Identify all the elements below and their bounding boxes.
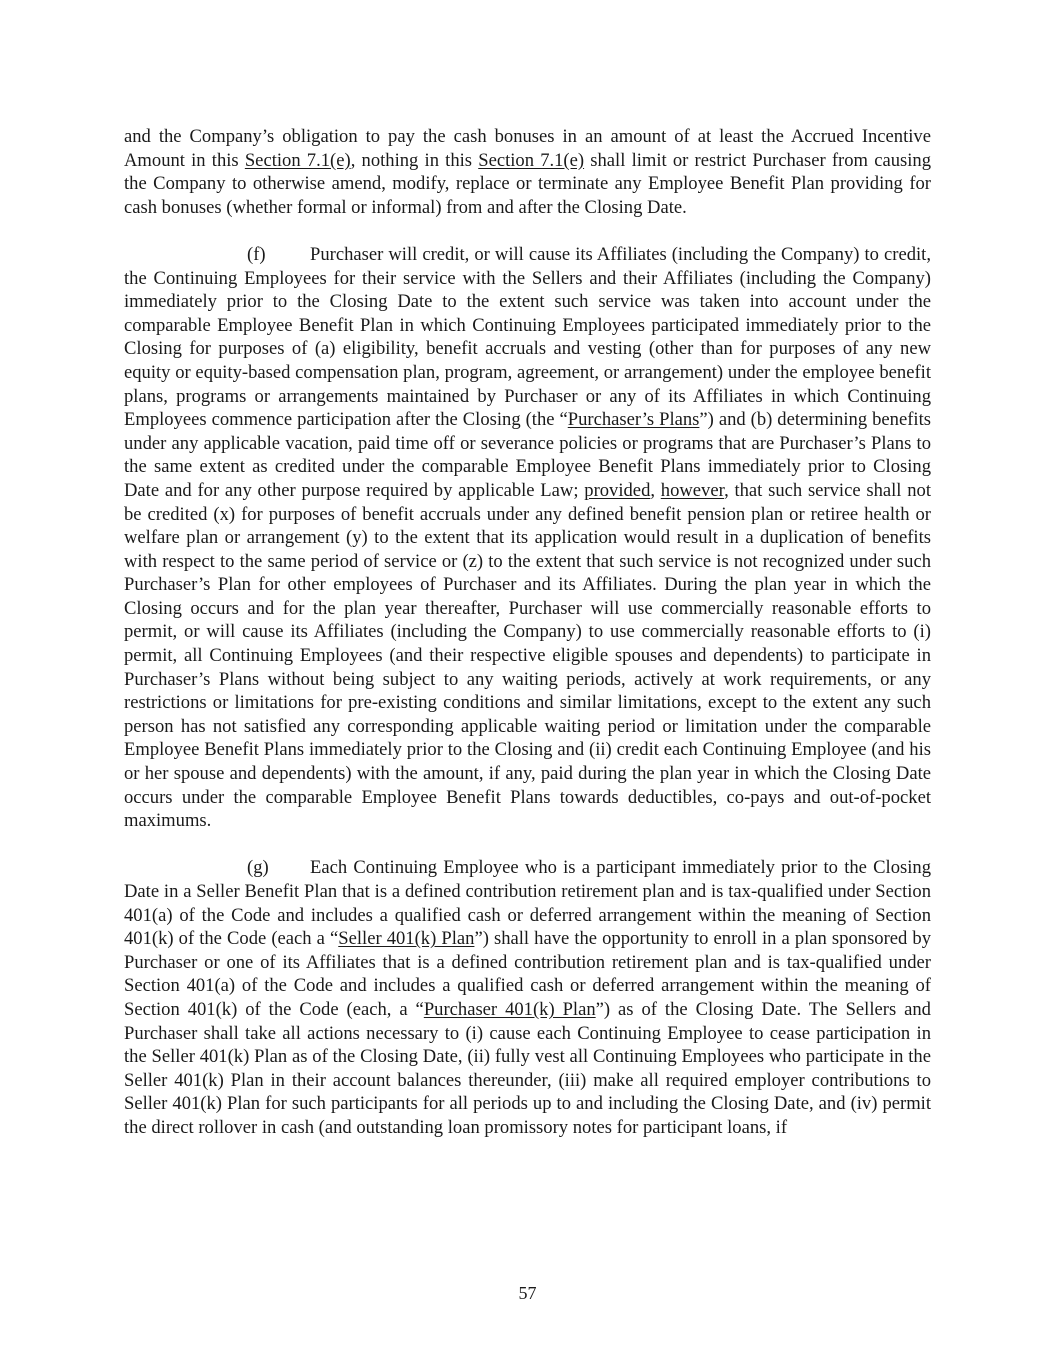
defined-term-seller-401k-plan: Seller 401(k) Plan [338, 928, 475, 950]
paragraph-e-continuation [124, 125, 931, 219]
paragraph-e-text-2: , nothing in this [350, 149, 479, 171]
paragraph-g [124, 856, 931, 1139]
paragraph-g-text-1: Each Continuing Employee who is a participant immediately prior to the Closing Date in a Seller Benefit Plan that is a defined contribution retirement plan and is tax-qualified under Section 401(a) of the Code and includes a qualified cash or deferred arrangement within the meaning of Section 401(k) of the Code (each a “ [124, 857, 931, 950]
paragraph-f [124, 243, 931, 833]
paragraph-f-text-3: , that such service shall not be credited (x) for purposes of benefit accruals under any defined benefit pension plan or retiree health or welfare plan or arrangement (y) to the extent that its application would result in a duplication of benefits with respect to the same period of service or (z) to the extent that such service is not recognized under such Purchaser’s Plan for other employees of Purchaser and its Affiliates. During the plan year in which the Closing occurs and for the plan year thereafter, Purchaser will use commercially reasonable efforts to permit, or will cause its Affiliates (including the Company) to use commercially reasonable efforts to (i) permit, all Continuing Employees (and their respective eligible spouses and dependents) to participate in Purchaser’s Plans without being subject to any waiting periods, actively at work requirements, or any restrictions or limitations for pre-existing conditions and similar limitations, except to the extent any such person has not satisfied any corresponding applicable waiting period or limitation under the comparable Employee Benefit Plans immediately prior to the Closing and (ii) credit each Continuing Employee (and his or her spouse and dependents) with the amount, if any, paid during the plan year in which the Closing Date occurs under the comparable Employee Benefit Plans towards deductibles, co-pays and out-of-pocket maximums. [124, 479, 931, 832]
defined-term-purchasers-plans: Purchaser’s Plans [567, 409, 700, 431]
paragraph-g-marker: (g) [247, 857, 269, 879]
document-page [124, 125, 931, 1140]
page-number: 57 [518, 1283, 537, 1303]
paragraph-f-marker: (f) [247, 243, 266, 265]
paragraph-e-text-1: and the Company’s obligation to pay the cash bonuses in an amount of at least the Accrued Incentive Amount in this [124, 126, 931, 171]
term-however: however [660, 479, 725, 501]
paragraph-g-text-3: ”) as of the Closing Date. The Sellers and Purchaser shall take all actions necessary to (i) cause each Continuing Employee to cease participation in the Seller 401(k) Plan as of the Closing Date, (ii) fully vest all Continuing Employees who participate in the Seller 401(k) Plan in their account balances thereunder, (iii) make all required employer contributions to Seller 401(k) Plan for such participants for all periods up to and including the Closing Date, and (iv) permit the direct rollover in cash (and outstanding loan promissory notes for participant loans, if [124, 998, 931, 1138]
paragraph-e-text-3: shall limit or restrict Purchaser from causing the Company to otherwise amend, modify, replace or terminate any Employee Benefit Plan providing for cash bonuses (whether formal or informal) from and after the Closing Date. [124, 149, 931, 218]
paragraph-f-text-1: Purchaser will credit, or will cause its Affiliates (including the Company) to credit, the Continuing Employees for their service with the Sellers and their Affiliates (including the Company) immediately prior to the Closing Date to the extent such service was taken into account under the comparable Employee Benefit Plan in which Continuing Employees participated immediately prior to the Closing for purposes of (a) eligibility, benefit accruals and vesting (other than for purposes of any new equity or equity-based compensation plan, program, agreement, or arrangement) under the employee benefit plans, programs or arrangements maintained by Purchaser or any of its Affiliates in which Continuing Employees commence participation after the Closing (the “ [124, 243, 931, 431]
defined-term-purchaser-401k-plan: Purchaser 401(k) Plan [423, 998, 596, 1020]
paragraph-f-text-2: ”) and (b) determining benefits under any applicable vacation, paid time off or severance policies or programs that are Purchaser’s Plans to the same extent as credited under the comparable Employee Benefit Plans immediately prior to Closing Date and for any other purpose required by applicable Law; [124, 409, 931, 501]
section-reference-7-1-e: Section 7.1(e) [244, 149, 351, 171]
paragraph-g-text-2: ”) shall have the opportunity to enroll in a plan sponsored by Purchaser or one of its Affiliates that is a defined contribution retirement plan and is tax-qualified under Section 401(a) of the Code and includes a qualified cash or deferred arrangement within the meaning of Section 401(k) of the Code (each, a “ [124, 928, 932, 1020]
term-provided: provided [584, 479, 651, 501]
section-reference-7-1-e-second: Section 7.1(e) [478, 149, 585, 171]
paragraph-f-comma: , [650, 479, 661, 501]
